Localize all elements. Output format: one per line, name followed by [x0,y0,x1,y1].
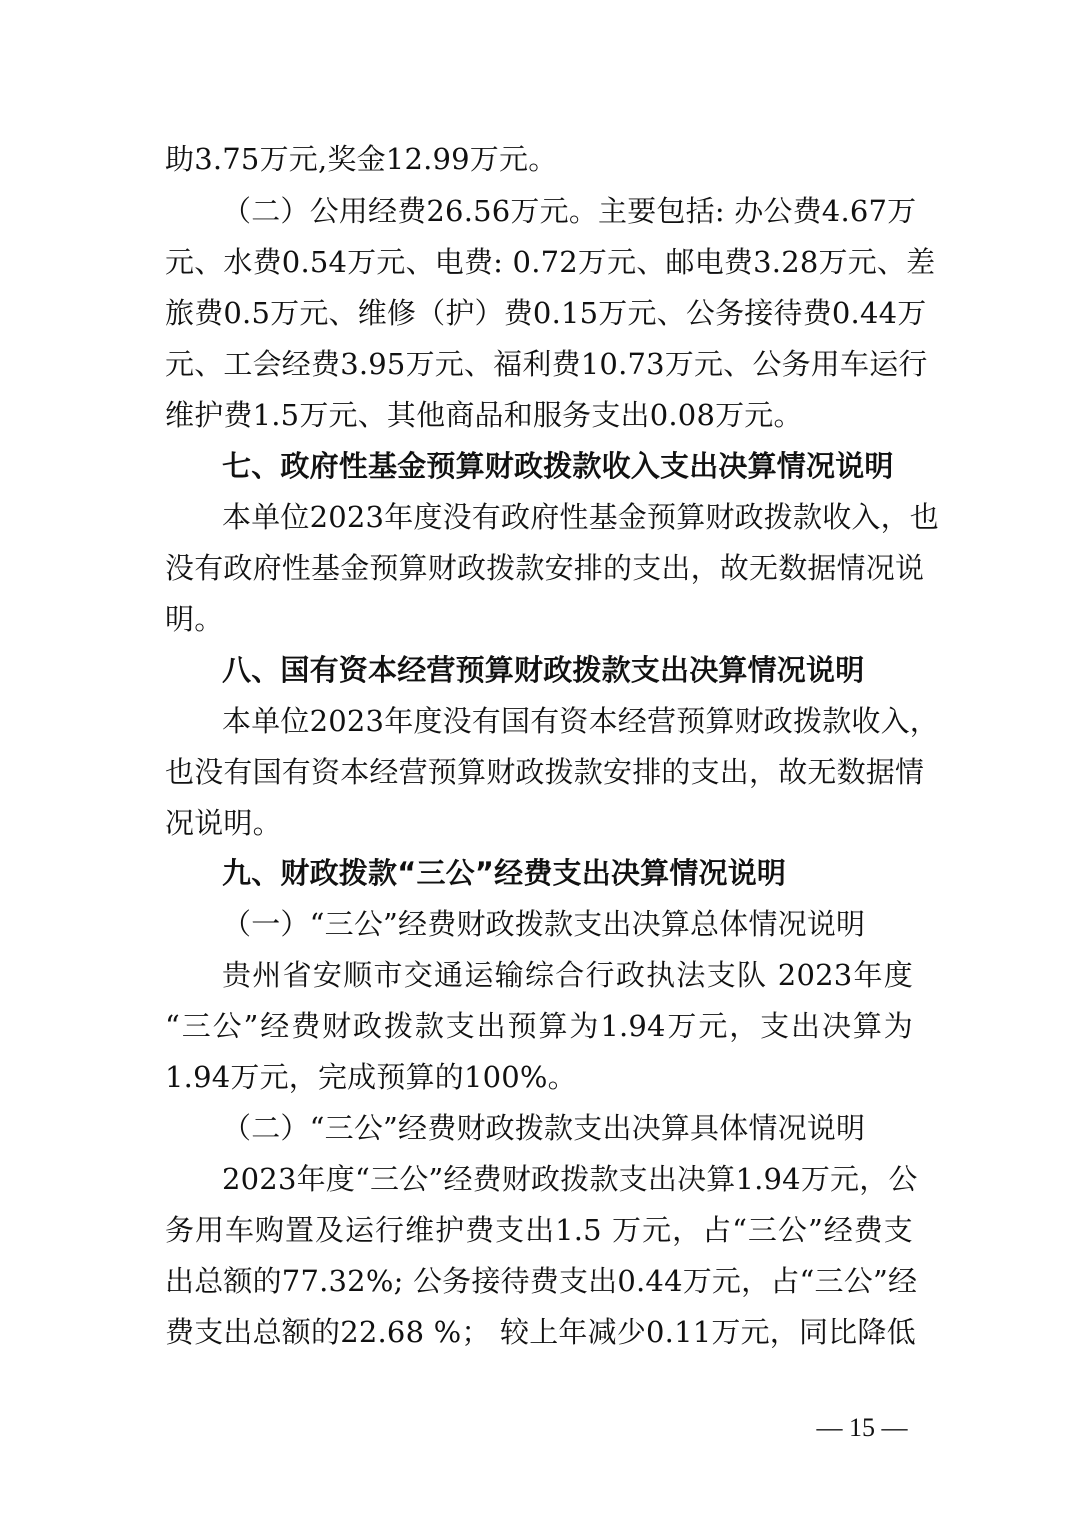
body-text-line: 出总额的77.32%; 公务接待费支出0.44万元，占“三公”经 [165,1264,918,1298]
subsection-heading: （一）“三公”经费财政拨款支出决算总体情况说明 [222,907,866,941]
body-text-line: 没有政府性基金预算财政拨款安排的支出，故无数据情况说 [165,551,925,585]
body-text-line: 也没有国有资本经营预算财政拨款安排的支出，故无数据情 [165,755,925,789]
body-text-line: 本单位2023年度没有国有资本经营预算财政拨款收入， [222,704,940,738]
body-text-line: 元、水费0.54万元、电费: 0.72万元、邮电费3.28万元、差 [165,245,936,279]
subsection-heading: （二）“三公”经费财政拨款支出决算具体情况说明 [222,1111,866,1145]
body-text-line: （二）公用经费26.56万元。主要包括: 办公费4.67万 [222,194,917,228]
body-text-line: 况说明。 [165,806,282,840]
body-text-line: 务用车购置及运行维护费支出1.5 万元，占“三公”经费支 [165,1213,913,1247]
body-text-line: “三公”经费财政拨款支出预算为1.94万元，支出决算为 [165,1009,913,1043]
section-heading: 七、政府性基金预算财政拨款收入支出决算情况说明 [222,449,894,483]
body-text-line: 贵州省安顺市交通运输综合行政执法支队 2023年度 [222,958,913,992]
body-text-line: 明。 [165,602,224,636]
page-number: — 15 — [816,1413,908,1442]
body-text-line: 1.94万元，完成预算的100%。 [165,1060,577,1094]
body-text-line: 旅费0.5万元、维修（护）费0.15万元、公务接待费0.44万 [165,296,927,330]
body-text-line: 本单位2023年度没有政府性基金预算财政拨款收入，也 [222,500,940,534]
body-text-line: 元、工会经费3.95万元、福利费10.73万元、公务用车运行 [165,347,928,381]
body-text-line: 费支出总额的22.68 %； 较上年减少0.11万元，同比降低 [165,1315,916,1349]
body-text-line: 2023年度“三公”经费财政拨款支出决算1.94万元，公 [222,1162,918,1196]
section-heading: 八、国有资本经营预算财政拨款支出决算情况说明 [222,653,865,687]
body-text-line: 维护费1.5万元、其他商品和服务支出0.08万元。 [165,398,803,432]
section-heading: 九、财政拨款“三公”经费支出决算情况说明 [222,856,787,890]
body-text-line: 助3.75万元,奖金12.99万元。 [165,142,558,176]
